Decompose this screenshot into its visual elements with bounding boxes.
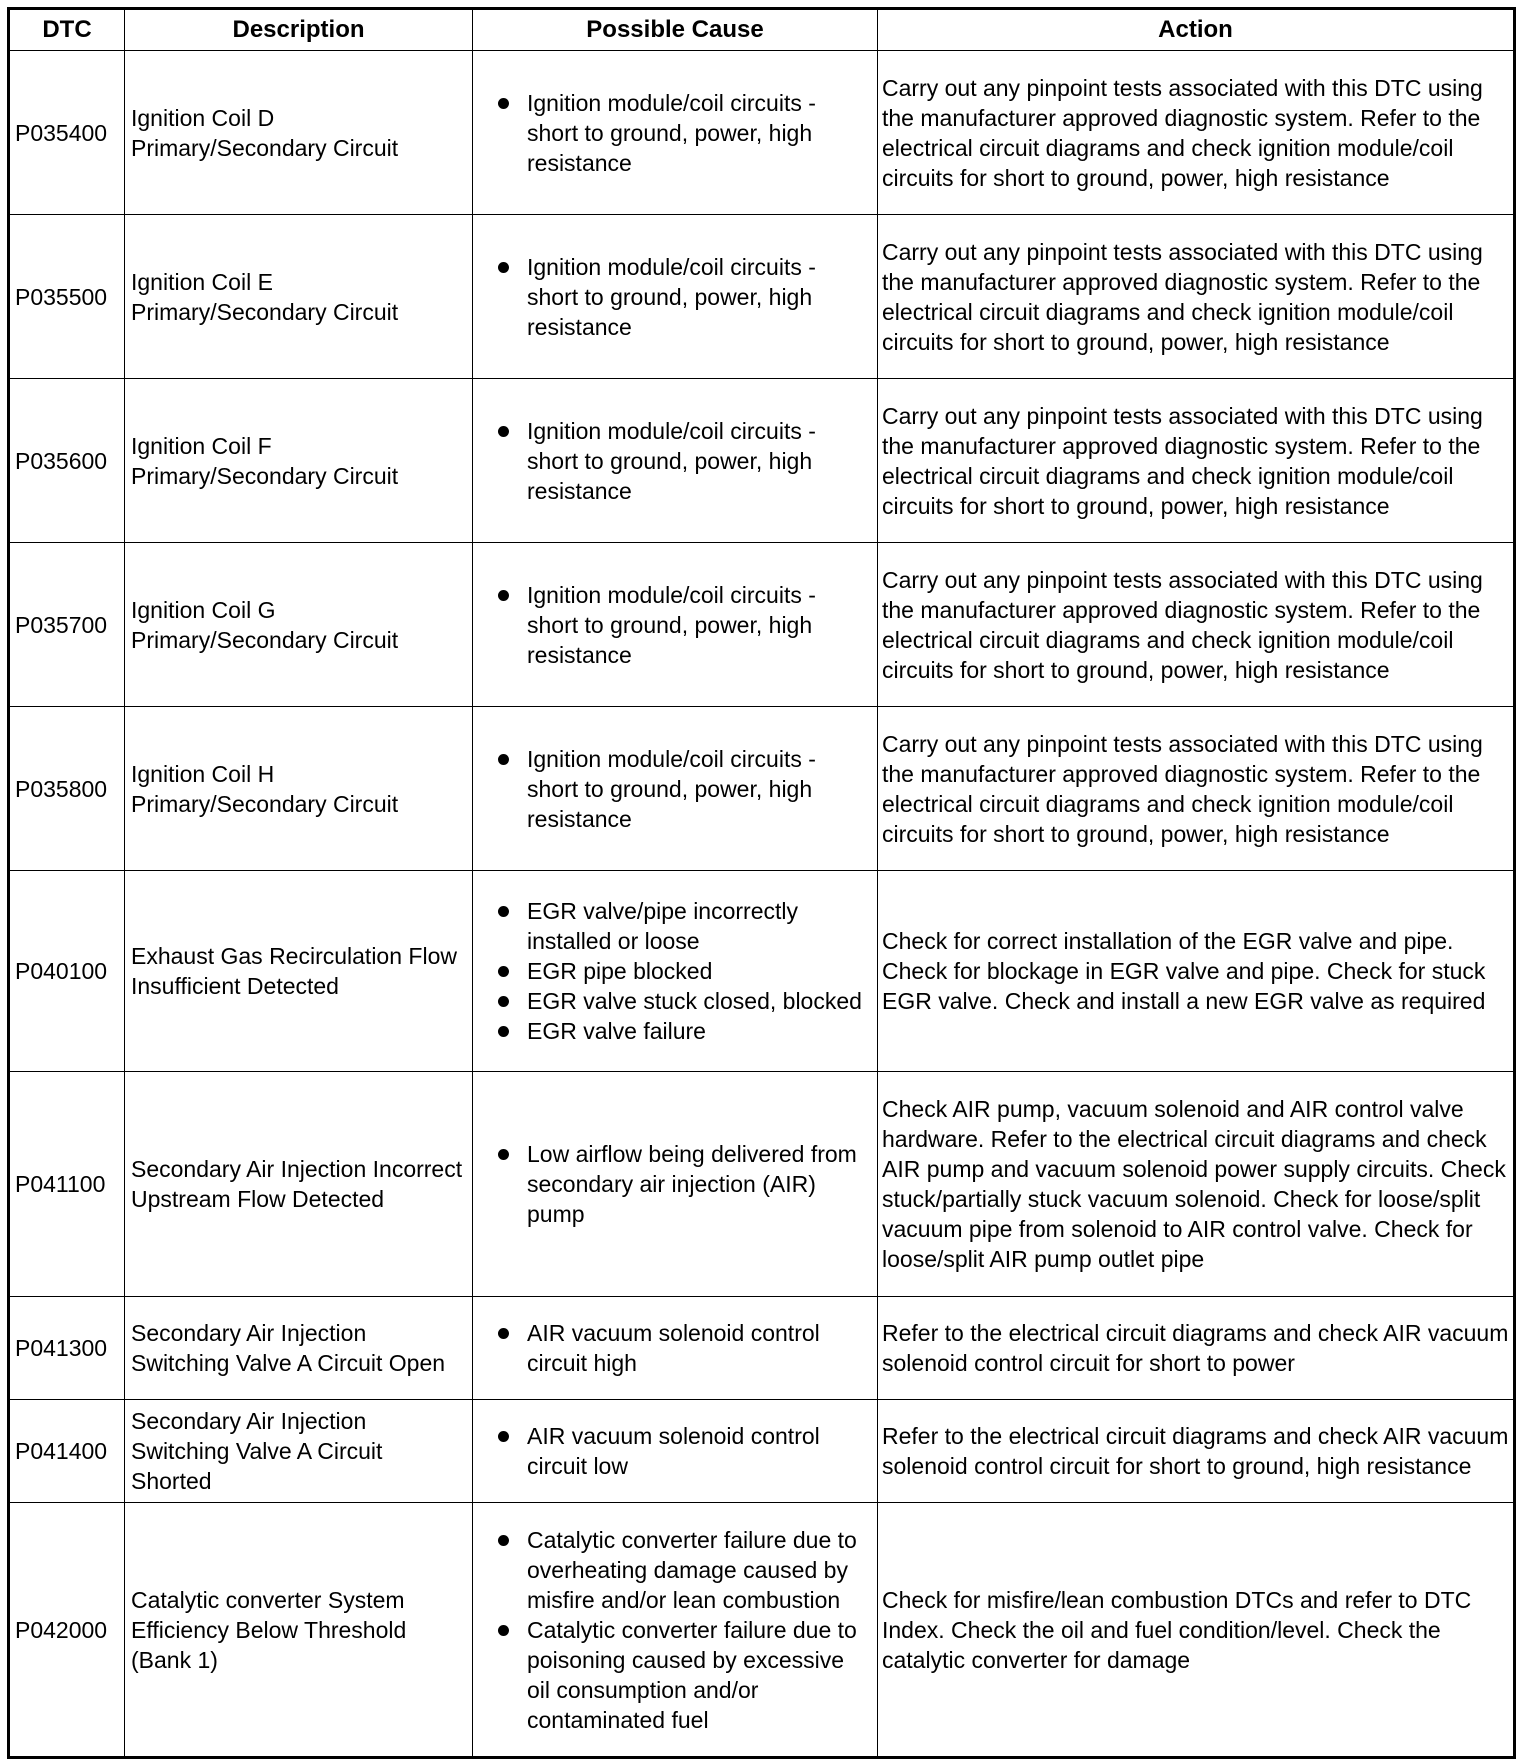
bullet-icon bbox=[498, 1328, 509, 1339]
dtc-code: P035800 bbox=[9, 707, 125, 871]
possible-cause-item bbox=[495, 580, 871, 670]
table-body bbox=[9, 51, 1515, 1758]
possible-cause-cell bbox=[473, 707, 878, 871]
possible-cause-item bbox=[495, 1139, 871, 1229]
dtc-code: P035600 bbox=[9, 379, 125, 543]
dtc-description: Exhaust Gas Recirculation Flow Insufficient Detected bbox=[125, 871, 473, 1072]
possible-cause-text: AIR vacuum solenoid control circuit high bbox=[527, 1320, 820, 1376]
possible-cause-item bbox=[495, 416, 871, 506]
bullet-icon bbox=[498, 1149, 509, 1160]
dtc-table bbox=[7, 7, 1516, 1759]
possible-cause-item bbox=[495, 986, 871, 1016]
possible-cause-item bbox=[495, 896, 871, 956]
header-dtc: DTC bbox=[9, 9, 125, 51]
possible-cause-list bbox=[495, 1525, 871, 1735]
bullet-icon bbox=[498, 1431, 509, 1442]
table-row bbox=[9, 1297, 1515, 1400]
bullet-icon bbox=[498, 996, 509, 1007]
table-row bbox=[9, 1400, 1515, 1503]
possible-cause-item bbox=[495, 1525, 871, 1615]
dtc-description: Ignition Coil F Primary/Secondary Circuit bbox=[125, 379, 473, 543]
possible-cause-list bbox=[495, 252, 871, 342]
header-possible-cause: Possible Cause bbox=[473, 9, 878, 51]
possible-cause-text: Catalytic converter failure due to overheating damage caused by misfire and/or lean combustion bbox=[527, 1526, 857, 1613]
possible-cause-text: EGR valve failure bbox=[527, 1018, 706, 1044]
possible-cause-cell bbox=[473, 871, 878, 1072]
possible-cause-text: Ignition module/coil circuits - short to ground, power, high resistance bbox=[527, 581, 816, 668]
dtc-code: P035500 bbox=[9, 215, 125, 379]
dtc-action: Refer to the electrical circuit diagrams and check AIR vacuum solenoid control circuit for short to ground, high resistance bbox=[878, 1400, 1515, 1503]
possible-cause-list bbox=[495, 88, 871, 178]
table-row bbox=[9, 215, 1515, 379]
dtc-code: P041400 bbox=[9, 1400, 125, 1503]
dtc-action: Carry out any pinpoint tests associated with this DTC using the manufacturer approved diagnostic system. Refer to the electrical circuit diagrams and check ignition module/coil circuits for short to ground, power, high resistance bbox=[878, 707, 1515, 871]
dtc-description: Secondary Air Injection Switching Valve A Circuit Shorted bbox=[125, 1400, 473, 1503]
bullet-icon bbox=[498, 754, 509, 765]
bullet-icon bbox=[498, 1026, 509, 1037]
possible-cause-text: Ignition module/coil circuits - short to ground, power, high resistance bbox=[527, 253, 816, 340]
bullet-icon bbox=[498, 966, 509, 977]
possible-cause-text: Ignition module/coil circuits - short to ground, power, high resistance bbox=[527, 89, 816, 176]
header-action: Action bbox=[878, 9, 1515, 51]
table-row bbox=[9, 379, 1515, 543]
dtc-action: Carry out any pinpoint tests associated with this DTC using the manufacturer approved diagnostic system. Refer to the electrical circuit diagrams and check ignition module/coil circuits for short to ground, power, high resistance bbox=[878, 215, 1515, 379]
possible-cause-cell bbox=[473, 543, 878, 707]
possible-cause-item bbox=[495, 1421, 871, 1481]
possible-cause-list bbox=[495, 1318, 871, 1378]
bullet-icon bbox=[498, 906, 509, 917]
table-row bbox=[9, 707, 1515, 871]
table-row bbox=[9, 871, 1515, 1072]
possible-cause-cell bbox=[473, 51, 878, 215]
possible-cause-text: AIR vacuum solenoid control circuit low bbox=[527, 1423, 820, 1479]
dtc-description: Ignition Coil H Primary/Secondary Circuit bbox=[125, 707, 473, 871]
dtc-description: Secondary Air Injection Incorrect Upstream Flow Detected bbox=[125, 1072, 473, 1297]
dtc-code: P041100 bbox=[9, 1072, 125, 1297]
dtc-action: Check AIR pump, vacuum solenoid and AIR control valve hardware. Refer to the electrical circuit diagrams and check AIR pump and vacuum solenoid power supply circuits. Check stuck/partially stuck vacuum solenoid. Check for loose/split vacuum pipe from solenoid to AIR control valve. Check for loose/split AIR pump outlet pipe bbox=[878, 1072, 1515, 1297]
possible-cause-text: Catalytic converter failure due to poisoning caused by excessive oil consumption and/or contaminated fuel bbox=[527, 1616, 857, 1733]
table-header-row bbox=[9, 9, 1515, 51]
possible-cause-list bbox=[495, 1139, 871, 1229]
bullet-icon bbox=[498, 590, 509, 601]
dtc-description: Secondary Air Injection Switching Valve A Circuit Open bbox=[125, 1297, 473, 1400]
dtc-code: P035400 bbox=[9, 51, 125, 215]
bullet-icon bbox=[498, 1625, 509, 1636]
possible-cause-item bbox=[495, 1016, 871, 1046]
dtc-action: Carry out any pinpoint tests associated with this DTC using the manufacturer approved diagnostic system. Refer to the electrical circuit diagrams and check ignition module/coil circuits for short to ground, power, high resistance bbox=[878, 51, 1515, 215]
possible-cause-cell bbox=[473, 215, 878, 379]
dtc-action: Carry out any pinpoint tests associated with this DTC using the manufacturer approved diagnostic system. Refer to the electrical circuit diagrams and check ignition module/coil circuits for short to ground, power, high resistance bbox=[878, 543, 1515, 707]
table-row bbox=[9, 1072, 1515, 1297]
possible-cause-text: Low airflow being delivered from secondary air injection (AIR) pump bbox=[527, 1141, 857, 1227]
possible-cause-cell bbox=[473, 379, 878, 543]
possible-cause-item bbox=[495, 1318, 871, 1378]
bullet-icon bbox=[498, 262, 509, 273]
bullet-icon bbox=[498, 426, 509, 437]
dtc-action: Refer to the electrical circuit diagrams and check AIR vacuum solenoid control circuit for short to power bbox=[878, 1297, 1515, 1400]
possible-cause-text: Ignition module/coil circuits - short to ground, power, high resistance bbox=[527, 417, 816, 504]
possible-cause-list bbox=[495, 896, 871, 1046]
dtc-description: Ignition Coil G Primary/Secondary Circuit bbox=[125, 543, 473, 707]
possible-cause-text: EGR valve/pipe incorrectly installed or loose bbox=[527, 898, 798, 954]
dtc-description: Catalytic converter System Efficiency Below Threshold (Bank 1) bbox=[125, 1503, 473, 1758]
dtc-description: Ignition Coil E Primary/Secondary Circuit bbox=[125, 215, 473, 379]
dtc-code: P040100 bbox=[9, 871, 125, 1072]
possible-cause-item bbox=[495, 744, 871, 834]
possible-cause-list bbox=[495, 416, 871, 506]
possible-cause-item bbox=[495, 956, 871, 986]
dtc-code: P041300 bbox=[9, 1297, 125, 1400]
possible-cause-item bbox=[495, 252, 871, 342]
possible-cause-text: Ignition module/coil circuits - short to ground, power, high resistance bbox=[527, 745, 816, 832]
header-description: Description bbox=[125, 9, 473, 51]
possible-cause-cell bbox=[473, 1297, 878, 1400]
dtc-action: Carry out any pinpoint tests associated with this DTC using the manufacturer approved diagnostic system. Refer to the electrical circuit diagrams and check ignition module/coil circuits for short to ground, power, high resistance bbox=[878, 379, 1515, 543]
bullet-icon bbox=[498, 98, 509, 109]
dtc-action: Check for misfire/lean combustion DTCs and refer to DTC Index. Check the oil and fuel condition/level. Check the catalytic converter for damage bbox=[878, 1503, 1515, 1758]
bullet-icon bbox=[498, 1535, 509, 1546]
dtc-description: Ignition Coil D Primary/Secondary Circuit bbox=[125, 51, 473, 215]
possible-cause-item bbox=[495, 88, 871, 178]
table-row bbox=[9, 1503, 1515, 1758]
table-row bbox=[9, 543, 1515, 707]
possible-cause-list bbox=[495, 580, 871, 670]
possible-cause-cell bbox=[473, 1503, 878, 1758]
possible-cause-cell bbox=[473, 1072, 878, 1297]
possible-cause-item bbox=[495, 1615, 871, 1735]
possible-cause-text: EGR valve stuck closed, blocked bbox=[527, 988, 862, 1014]
possible-cause-list bbox=[495, 1421, 871, 1481]
table-row bbox=[9, 51, 1515, 215]
possible-cause-text: EGR pipe blocked bbox=[527, 958, 713, 984]
possible-cause-cell bbox=[473, 1400, 878, 1503]
possible-cause-list bbox=[495, 744, 871, 834]
dtc-code: P035700 bbox=[9, 543, 125, 707]
dtc-code: P042000 bbox=[9, 1503, 125, 1758]
dtc-action: Check for correct installation of the EGR valve and pipe. Check for blockage in EGR valve and pipe. Check for stuck EGR valve. Check and install a new EGR valve as required bbox=[878, 871, 1515, 1072]
